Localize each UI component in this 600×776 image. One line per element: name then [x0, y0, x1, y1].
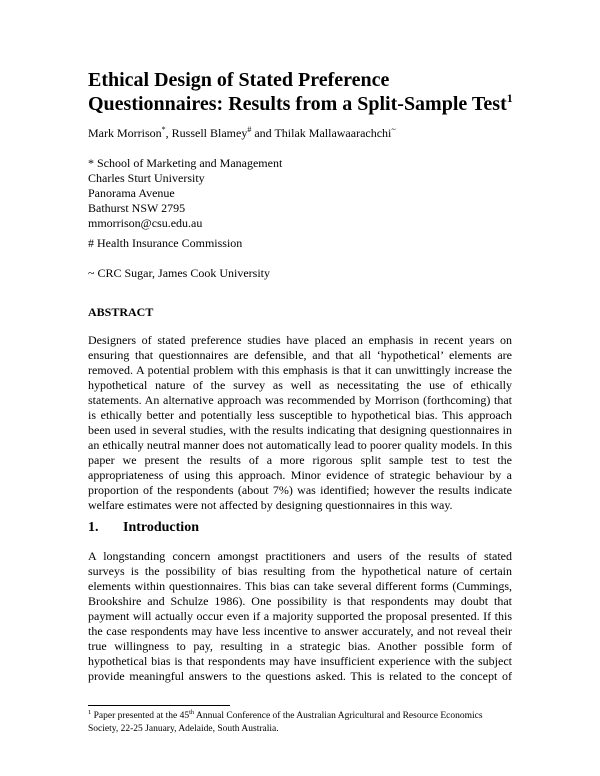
- affiliation-second: [88, 236, 242, 251]
- author-mark: ~: [391, 125, 396, 134]
- text-line: A longstanding concern amongst practitioners and users of the results of stated: [88, 549, 512, 563]
- footnote-text: Annual Conference of the Australian Agricultural and Resource Economics: [194, 711, 483, 721]
- abstract-heading: ABSTRACT: [88, 305, 154, 319]
- affiliation-line: Charles Sturt University: [88, 171, 205, 185]
- section-title: Introduction: [123, 520, 199, 535]
- text-line: appropriateness of using this approach. Minor evidence of strategic behaviour by a: [88, 468, 512, 482]
- affiliation-line: ~ CRC Sugar, James Cook University: [88, 266, 271, 280]
- footnote: [88, 710, 512, 736]
- section-heading-introduction: [88, 519, 199, 536]
- text-line: welfare estimates were not affected by designing questionnaires in this way.: [88, 498, 453, 512]
- affiliation-primary: [88, 156, 282, 231]
- text-line: an ethically neutral manner does not automatically lead to poorer quality models. In this: [88, 438, 512, 452]
- abstract-body: [88, 333, 512, 513]
- affiliation-line: * School of Marketing and Management: [88, 156, 283, 170]
- title-footnote-marker: 1: [506, 91, 513, 105]
- title-line-2-text: Questionnaires: Results from a Split-Sample Test: [88, 93, 507, 115]
- footnote-line-2: Society, 22-25 January, Adelaide, South Australia.: [88, 724, 279, 734]
- text-line: paper we present the results of a more rigorous split sample test to test the: [88, 453, 512, 467]
- author-name: Thilak Mallawaarachchi: [274, 126, 392, 140]
- paper-title: [88, 68, 548, 116]
- text-line: been used in several studies, with the results indicating that designing questionnaires in: [88, 423, 512, 437]
- title-line-1: Ethical Design of Stated Preference: [88, 69, 390, 91]
- footnote-ordinal: th: [189, 709, 195, 716]
- title-line-2: [88, 92, 548, 116]
- author-mark: *: [161, 125, 166, 134]
- text-line: hypothetical bias is that respondents may have insufficient experience with the subject: [88, 654, 512, 668]
- author-list: [88, 126, 396, 141]
- footnote-marker: 1: [88, 709, 92, 716]
- affiliation-line: # Health Insurance Commission: [88, 236, 243, 250]
- text-line: removed. A potential problem with this emphasis is that it can unwittingly increase the: [88, 363, 512, 377]
- footnote-divider: [88, 705, 230, 706]
- author-separator: ,: [165, 126, 172, 140]
- affiliation-third: [88, 266, 270, 281]
- text-line: surveys is the possibility of bias resulting from the hypothetical nature of certain: [88, 564, 512, 578]
- affiliation-line: Panorama Avenue: [88, 186, 175, 200]
- text-line: ensuring that questionnaires are defensible, and that all ‘hypothetical’ elements are: [88, 348, 512, 362]
- introduction-body: [88, 549, 512, 684]
- author-mark: #: [247, 125, 252, 134]
- text-line: the case respondents may have less incentive to answer accurately, and not reveal their: [88, 624, 512, 638]
- text-line: Designers of stated preference studies have placed an emphasis in recent years on: [88, 333, 512, 347]
- author-name: Mark Morrison: [88, 126, 162, 140]
- section-number: 1.: [88, 520, 99, 535]
- author-separator: and: [251, 126, 275, 140]
- text-line: elements within questionnaires. This bias can take several different forms (Cummings,: [88, 579, 512, 593]
- text-line: statements. An alternative approach was recommended by Morrison (forthcoming) that: [88, 393, 512, 407]
- text-line: true willingness to pay, resulting in a strategic bias. Another possible form of: [88, 639, 512, 653]
- text-line: payment will actually occur even if a majority supported the proposal presented. If this: [88, 609, 512, 623]
- text-line: hypothetical nature of the survey as well as necessitating the use of ethically: [88, 378, 512, 392]
- text-line: Brookshire and Schulze 1986). One possibility is that respondents may doubt that: [88, 594, 512, 608]
- footnote-text: Paper presented at the 45: [91, 711, 190, 721]
- affiliation-email: mmorrison@csu.edu.au: [88, 216, 203, 230]
- text-line: is ethically better and potentially less susceptible to hypothetical bias. This approach: [88, 408, 512, 422]
- text-line: proportion of the respondents (about 7%) was identified; however the results indicate: [88, 483, 512, 497]
- affiliation-line: Bathurst NSW 2795: [88, 201, 186, 215]
- text-line: provide meaningful answers to the questions asked. This is related to the concept of: [88, 669, 512, 683]
- footnote-line-1: [88, 710, 512, 723]
- author-name: Russell Blamey: [171, 126, 248, 140]
